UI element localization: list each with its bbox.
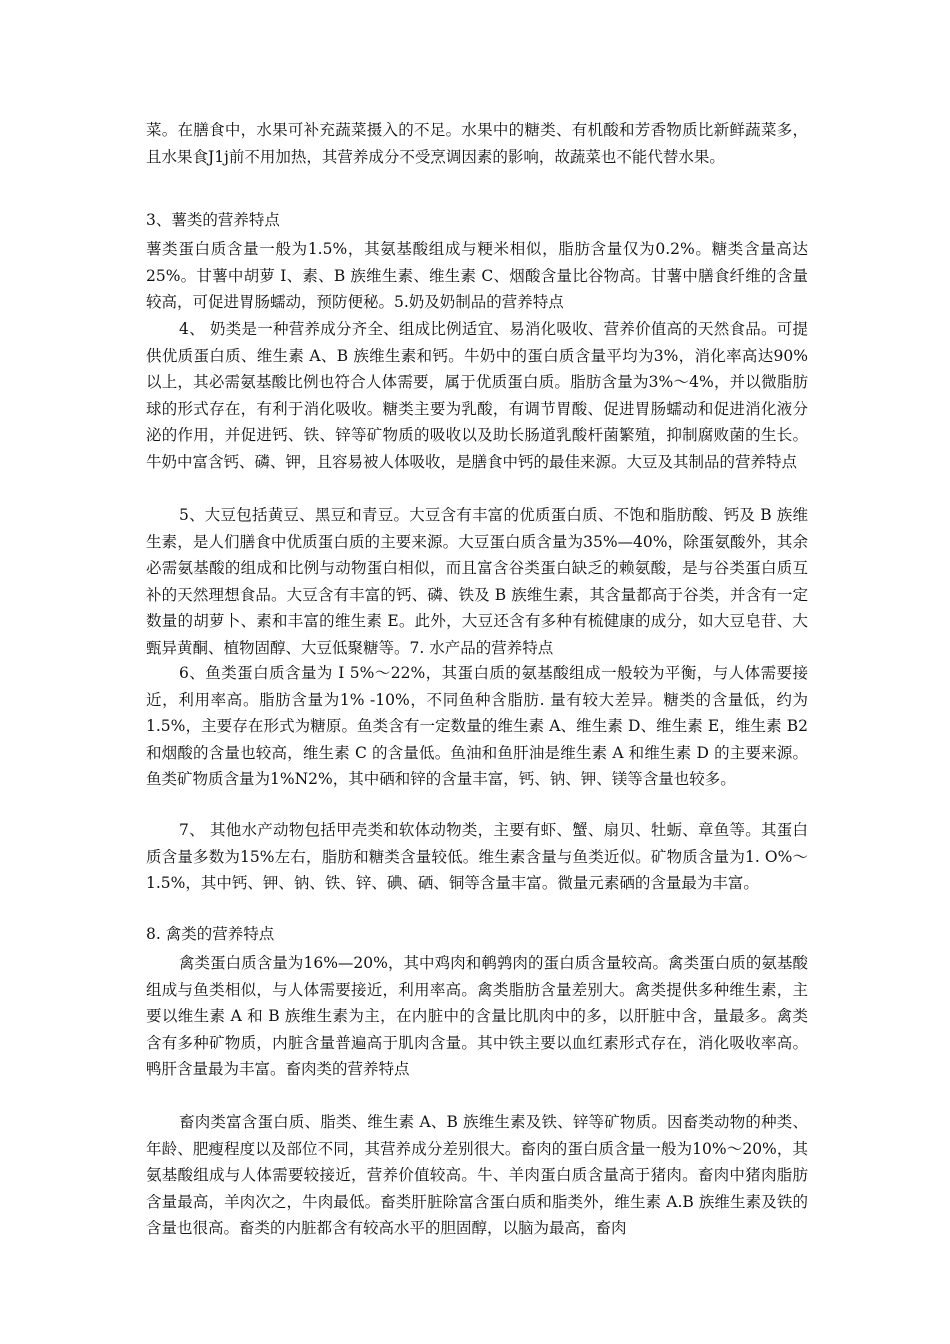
paragraph-livestock-meat: 畜肉类富含蛋白质、脂类、维生素 A、B 族维生素及铁、锌等矿物质。因畜类动物的种类、年龄、肥瘦程度以及部位不同，其营养成分差别很大。畜肉的蛋白质含量一般为10%～20%，其氨基酸组成与人体需要较接近，营养价值较高。牛、羊肉蛋白质含量高于猪肉。畜肉中猪肉脂肪含量最高，羊肉次之，牛肉最低。畜类肝脏除富含蛋白质和脂类外，维生素 A.B 族维生素及铁的含量也很高。畜类的内脏都含有较高水平的胆固醇，以脑为最高，畜肉	[146, 1113, 808, 1237]
paragraph-other-aquatic: 7、 其他水产动物包括甲壳类和软体动物类，主要有虾、蟹、扇贝、牡蛎、章鱼等。其蛋白质含量多数为15%左右，脂肪和糖类含量较低。维生素含量与鱼类近似。矿物质含量为1. O%～1.5%，其中钙、钾、钠、铁、锌、碘、硒、铜等含量丰富。微量元素硒的含量最为丰富。	[146, 821, 808, 892]
paragraph-tubers: 薯类蛋白质含量一般为1.5%，其氨基酸组成与粳米相似，脂肪含量仅为0.2%。糖类含量高达25%。甘薯中胡萝 I、素、B 族维生素、维生素 C、烟酸含量比谷物高。甘薯中膳食纤维的含量较高，可促进胃肠蠕动，预防便秘。5.奶及奶制品的营养特点	[146, 240, 808, 311]
paragraph-milk: 4、 奶类是一种营养成分齐全、组成比例适宜、易消化吸收、营养价值高的天然食品。可提供优质蛋白质、维生素 A、B 族维生素和钙。牛奶中的蛋白质含量平均为3%，消化率高达90%以上，其必需氨基酸比例也符合人体需要，属于优质蛋白质。脂肪含量为3%～4%，并以微脂肪球的形式存在，有利于消化吸收。糖类主要为乳酸，有调节胃酸、促进胃肠蠕动和促进消化液分泌的作用，并促进钙、铁、锌等矿物质的吸收以及助长肠道乳酸杆菌繁殖，抑制腐败菌的生长。牛奶中富含钙、磷、钾，且容易被人体吸收，是膳食中钙的最佳来源。大豆及其制品的营养特点	[146, 320, 808, 471]
paragraph-soybean: 5、大豆包括黄豆、黑豆和青豆。大豆含有丰富的优质蛋白质、不饱和脂肪酸、钙及 B 族维生素，是人们膳食中优质蛋白质的主要来源。大豆蛋白质含量为35%—40%，除蛋氨酸外，其余必需氨基酸的组成和比例与动物蛋白相似，而且富含谷类蛋白缺乏的赖氨酸，是与谷类蛋白质互补的天然理想食品。大豆含有丰富的钙、磷、铁及 B 族维生素，其含量都高于谷类，并含有一定数量的胡萝卜、素和丰富的维生素 E。此外，大豆还含有多种有梳健康的成分，如大豆皂苷、大甄异黄酮、植物固醇、大豆低聚糖等。7. 水产品的营养特点	[146, 506, 808, 657]
paragraph-fruit-continuation: 菜。在膳食中，水果可补充蔬菜摄入的不足。水果中的糖类、有机酸和芳香物质比新鲜蔬菜多，且水果食J1j前不用加热，其营养成分不受烹调因素的影响，故蔬菜也不能代替水果。	[146, 121, 808, 166]
heading-tubers: 3、薯类的营养特点	[146, 211, 280, 229]
heading-poultry: 8. 禽类的营养特点	[146, 925, 275, 943]
paragraph-fish: 6、鱼类蛋白质含量为 I 5%～22%，其蛋白质的氨基酸组成一般较为平衡，与人体需要接近，利用率高。脂肪含量为1% -10%，不同鱼种含脂肪. 量有较大差异。糖类的含量低，约为1.5%，主要存在形式为糖原。鱼类含有一定数量的维生素 A、维生素 D、维生素 E，维生素 B2和烟酸的含量也较高，维生素 C 的含量低。鱼油和鱼肝油是维生素 A 和维生素 D 的主要来源。鱼类矿物质含量为1%N2%，其中硒和锌的含量丰富，钙、钠、钾、镁等含量也较多。	[146, 664, 808, 788]
paragraph-poultry: 禽类蛋白质含量为16%—20%，其中鸡肉和鹌鹑肉的蛋白质含量较高。禽类蛋白质的氨基酸组成与鱼类相似，与人体需要接近，利用率高。禽类脂肪含量差别大。禽类提供多种维生素，主要以维生素 A 和 B 族维生素为主，在内脏中的含量比肌肉中的多，以肝脏中含，量最多。禽类含有多种矿物质，内脏含量普遍高于肌肉含量。其中铁主要以血红素形式存在，消化吸收率高。鸭肝含量最为丰富。畜肉类的营养特点	[146, 954, 808, 1078]
